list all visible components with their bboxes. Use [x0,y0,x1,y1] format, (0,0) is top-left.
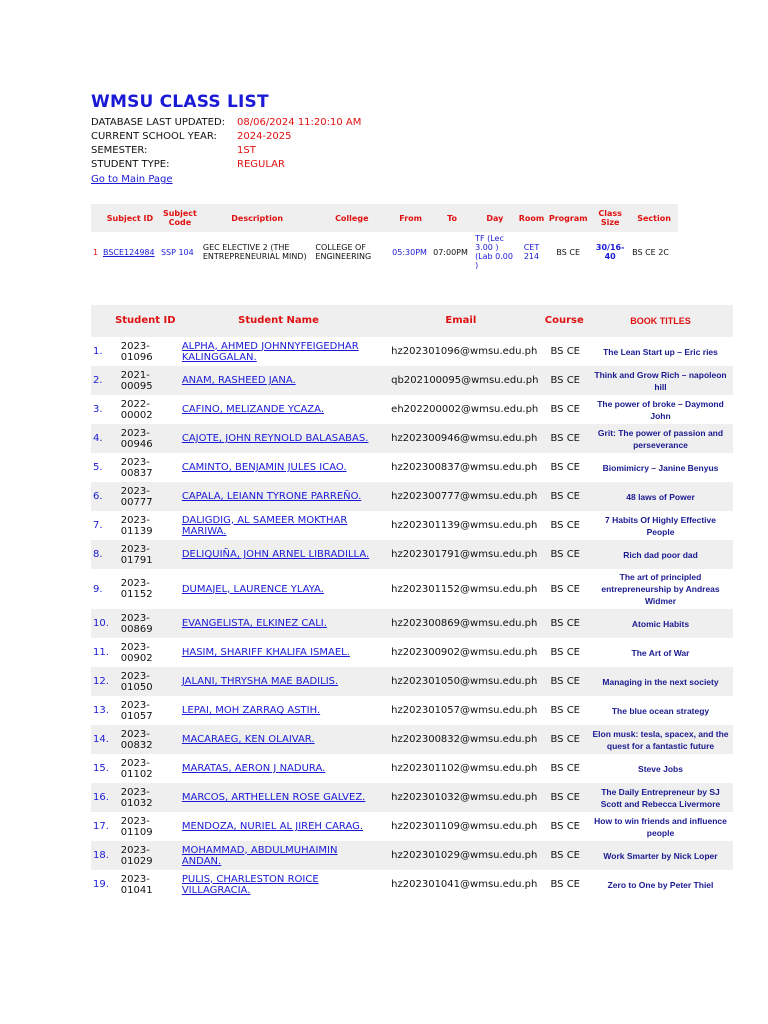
subject-header-day: Day [473,204,517,232]
table-row [91,696,733,725]
student-name-link[interactable]: HASIM, SHARIFF KHALIFA ISMAEL. [181,647,350,658]
table-row [91,337,733,366]
subject-description: GEC ELECTIVE 2 (THE ENTREPRENEURIAL MIND) [202,243,307,261]
meta-value: 08/06/2024 11:20:10 AM [237,117,362,128]
subject-header-description: Description [201,204,314,232]
book-title: Think and Grow Rich – napoleon hill [588,366,733,395]
book-title: The Lean Start up – Eric ries [603,346,718,357]
student-email: hz202300837@wmsu.edu.ph [391,462,538,473]
student-name-link[interactable]: JALANI, THRYSHA MAE BADILIS. [176,667,381,696]
student-number: 4. [91,424,115,453]
student-course: BS CE [550,462,580,473]
subject-row [91,232,678,272]
student-number: 3. [93,404,103,415]
subject-id-link[interactable]: BSCE124984 [102,247,155,257]
book-title: Work Smarter by Nick Loper [588,841,733,870]
student-course: BS CE [540,783,588,812]
meta-row [91,144,361,158]
book-title: The Daily Entrepreneur by SJ Scott and Rebecca Livermore [588,783,733,812]
subject-room: CET 214 [523,243,540,261]
student-number: 17. [93,821,109,832]
subject-college: COLLEGE OF ENGINEERING [315,243,372,261]
student-name-link[interactable]: MENDOZA, NURIEL AL JIREH CARAG. [181,821,364,832]
table-row [91,783,733,812]
student-id: 2023-01791 [115,540,176,569]
student-id: 2023-00837 [120,456,153,479]
student-number: 13. [93,705,109,716]
book-title: Zero to One by Peter Thiel [607,879,714,890]
student-email: hz202301096@wmsu.edu.ph [391,346,538,357]
student-email: hz202300832@wmsu.edu.ph [381,725,540,754]
student-id: 2023-01139 [120,514,153,537]
book-title: Rich dad poor dad [588,540,733,569]
book-title: Grit: The power of passion and perseverance [588,424,733,453]
subject-header-code: Subject Code [159,204,201,232]
subject-header-section: Section [630,204,678,232]
student-course: BS CE [540,424,588,453]
student-number: 15. [93,763,109,774]
meta-key: SEMESTER: [91,145,148,156]
student-name-link[interactable]: MOHAMMAD, ABDULMUHAIMIN ANDAN. [176,841,381,870]
student-email: hz202301057@wmsu.edu.ph [391,705,538,716]
subject-to: 07:00PM [433,247,468,257]
student-course: BS CE [540,482,588,511]
student-name-link[interactable]: ANAM, RASHEED JANA. [176,366,381,395]
student-number: 11. [93,647,109,658]
student-number: 16. [91,783,115,812]
book-title: Biomimicry – Janine Benyus [602,462,719,473]
subject-class-size: 30/16-40 [595,243,625,261]
student-id: 2023-00832 [115,725,176,754]
student-course: BS CE [540,667,588,696]
student-header-num [91,305,115,337]
meta-key: CURRENT SCHOOL YEAR: [91,131,217,142]
student-course: BS CE [550,520,580,531]
table-row [91,638,733,667]
table-row [91,424,733,453]
meta-value: REGULAR [237,159,285,170]
student-email: hz202301102@wmsu.edu.ph [391,763,538,774]
subject-program: BS CE [556,247,581,257]
student-email: hz202301109@wmsu.edu.ph [391,821,538,832]
book-title: The art of principled entrepreneurship by Andreas Widmer [601,572,720,606]
table-row [91,453,733,482]
main-page-link[interactable]: Go to Main Page [91,174,173,185]
table-row [91,667,733,696]
student-name-link[interactable]: PULIS, CHARLESTON ROICE VILLAGRACIA. [181,873,319,896]
student-number: 14. [91,725,115,754]
student-name-link[interactable]: CAPALA, LEIANN TYRONE PARREÑO. [176,482,381,511]
student-id: 2023-00869 [115,609,176,638]
student-number: 18. [91,841,115,870]
table-row [91,366,733,395]
table-row [91,870,733,899]
student-email: eh202200002@wmsu.edu.ph [391,404,539,415]
student-course: BS CE [550,879,580,890]
table-row [91,540,733,569]
student-email: qb202100095@wmsu.edu.ph [381,366,540,395]
student-name-link[interactable]: MARCOS, ARTHELLEN ROSE GALVEZ. [176,783,381,812]
student-course: BS CE [540,725,588,754]
table-row [91,609,733,638]
student-email: hz202301050@wmsu.edu.ph [381,667,540,696]
table-row [91,395,733,424]
student-number: 7. [93,520,103,531]
student-id: 2023-01102 [120,757,153,780]
student-email: hz202301152@wmsu.edu.ph [391,583,538,595]
student-id: 2021-00095 [115,366,176,395]
student-id: 2022-00002 [120,398,153,421]
student-name-link[interactable]: ALPHA, AHMED JOHNNYFEIGEDHAR KALINGGALAN. [181,340,359,363]
subject-header-row [91,204,678,232]
subject-section: BS CE 2C [632,247,669,257]
table-row [91,812,733,841]
student-email: hz202300902@wmsu.edu.ph [391,647,538,658]
student-header-course: Course [540,305,588,337]
student-course: BS CE [540,609,588,638]
book-title: The power of broke – Daymond John [597,398,724,421]
student-id: 2023-01029 [115,841,176,870]
student-id: 2023-01152 [120,578,153,600]
student-name-link[interactable]: CAJOTE, JOHN REYNOLD BALASABAS. [176,424,381,453]
student-number: 19. [93,879,109,890]
subject-num: 1 [93,247,99,257]
student-email: hz202300869@wmsu.edu.ph [381,609,540,638]
table-row [91,841,733,870]
subject-day: TF (Lec 3.00 ) (Lab 0.00 ) [475,234,513,270]
student-name-link[interactable]: MARATAS, AERON J NADURA. [181,763,326,774]
student-number: 10. [91,609,115,638]
subject-header-id: Subject ID [101,204,159,232]
meta-row [91,130,361,144]
book-title: The blue ocean strategy [611,705,710,716]
student-id: 2023-01050 [115,667,176,696]
student-name-link[interactable]: DUMAJEL, LAURENCE YLAYA. [181,583,324,595]
subject-header-college: College [313,204,390,232]
student-id: 2023-01032 [115,783,176,812]
table-row [91,569,733,609]
student-table [91,305,733,899]
student-number: 2. [91,366,115,395]
book-title: The Art of War [631,647,690,658]
book-title: 7 Habits Of Highly Effective People [605,514,716,537]
student-name-link[interactable]: EVANGELISTA, ELKINEZ CALI. [176,609,381,638]
student-name-link[interactable]: DALIGDIG, AL SAMEER MOKTHAR MARIWA. [181,514,348,537]
student-header-name: Student Name [176,305,381,337]
meta-row [91,116,361,130]
student-number: 1. [93,346,103,357]
student-id: 2023-00946 [115,424,176,453]
student-course: BS CE [550,583,580,595]
subject-header-to: To [431,204,473,232]
student-number: 6. [91,482,115,511]
page-title: WMSU CLASS LIST [91,92,269,112]
student-name-link[interactable]: CAMINTO, BENJAMIN JULES ICAO. [181,462,347,473]
meta-info [91,116,361,172]
student-header-row [91,305,733,337]
student-email: hz202301032@wmsu.edu.ph [381,783,540,812]
student-email: hz202300946@wmsu.edu.ph [381,424,540,453]
student-id: 2023-00902 [120,641,153,664]
book-title: Managing in the next society [588,667,733,696]
subject-from: 05:30PM [392,247,427,257]
book-title: Elon musk: tesla, spacex, and the quest for a fantastic future [588,725,733,754]
student-header-id: Student ID [115,305,176,337]
book-title: Atomic Habits [588,609,733,638]
student-email: hz202301029@wmsu.edu.ph [381,841,540,870]
table-row [91,511,733,540]
student-email: hz202301041@wmsu.edu.ph [391,879,538,890]
student-table-body [91,337,733,899]
book-title: How to win friends and influence people [594,815,727,838]
subject-table [91,204,678,272]
book-title: 48 laws of Power [588,482,733,511]
student-course: BS CE [540,540,588,569]
student-number: 5. [93,462,103,473]
student-course: BS CE [540,841,588,870]
student-course: BS CE [550,821,580,832]
student-course: BS CE [550,647,580,658]
subject-code: SSP 104 [160,247,194,257]
student-id: 2023-00777 [115,482,176,511]
student-course: BS CE [550,346,580,357]
book-title: Steve Jobs [638,763,683,774]
subject-header-from: From [390,204,431,232]
student-id: 2023-01041 [120,873,153,896]
meta-row [91,158,361,172]
student-number: 12. [91,667,115,696]
student-number: 9. [93,583,103,595]
student-name-link[interactable]: LEPAI, MOH ZARRAQ ASTIH. [181,705,321,716]
student-id: 2023-01057 [120,699,153,722]
meta-key: DATABASE LAST UPDATED: [91,117,226,128]
student-name-link[interactable]: DELIQUIÑA, JOHN ARNEL LIBRADILLA. [176,540,381,569]
student-email: hz202301139@wmsu.edu.ph [391,520,538,531]
student-course: BS CE [550,404,580,415]
table-row [91,482,733,511]
meta-value: 2024-2025 [237,131,292,142]
student-email: hz202301791@wmsu.edu.ph [381,540,540,569]
student-course: BS CE [550,763,580,774]
student-course: BS CE [550,705,580,716]
student-id: 2023-01096 [120,340,153,363]
table-row [91,754,733,783]
student-email: hz202300777@wmsu.edu.ph [381,482,540,511]
subject-header-class-size: Class Size [590,204,630,232]
student-header-book: BOOK TITLES [588,305,733,337]
student-header-email: Email [381,305,540,337]
subject-header-program: Program [546,204,590,232]
student-id: 2023-01109 [120,815,153,838]
subject-header-room: Room [517,204,547,232]
meta-value: 1ST [237,145,256,156]
subject-header-num [91,204,101,232]
student-name-link[interactable]: CAFINO, MELIZANDE YCAZA. [181,404,324,415]
table-row [91,725,733,754]
student-name-link[interactable]: MACARAEG, KEN OLAIVAR. [176,725,381,754]
meta-key: STUDENT TYPE: [91,159,170,170]
student-number: 8. [91,540,115,569]
student-course: BS CE [540,366,588,395]
